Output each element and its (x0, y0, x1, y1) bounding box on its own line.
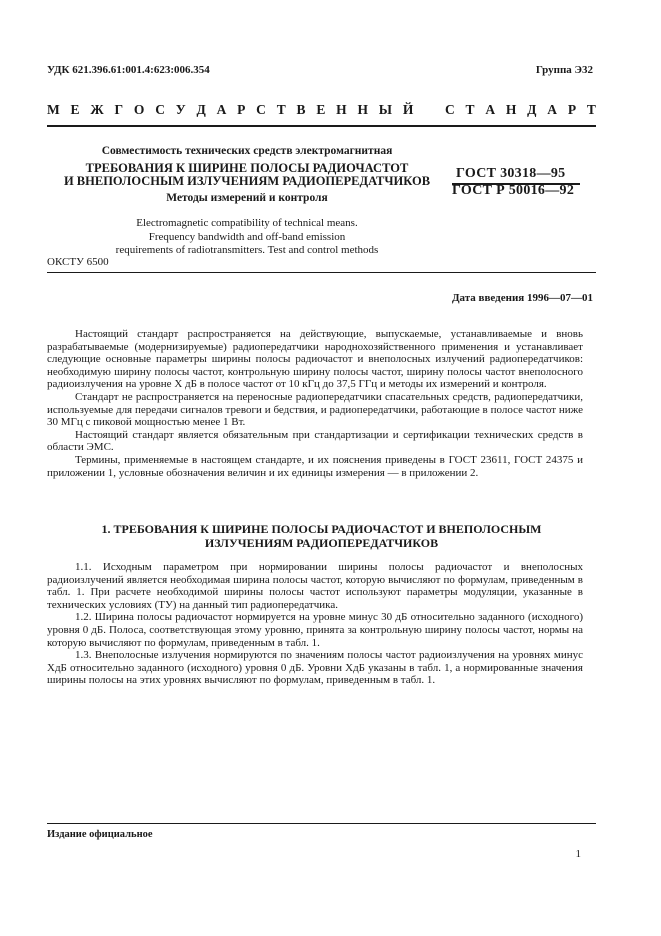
heading-letter: С (256, 102, 266, 117)
udk-code: УДК 621.396.61:001.4:623:006.354 (47, 64, 210, 76)
english-line: Frequency bandwidth and off-band emission (148, 230, 346, 243)
heading-letter: У (175, 102, 186, 117)
footer-divider (47, 823, 596, 824)
title-line: ТРЕБОВАНИЯ К ШИРИНЕ ПОЛОСЫ РАДИОЧАСТОТ (85, 161, 409, 175)
heading-letter: Е (70, 102, 80, 117)
heading-letter: Е (316, 102, 326, 117)
heading-letter: Р (237, 102, 246, 117)
header-divider (47, 125, 596, 127)
heading-letter: Ж (90, 102, 104, 117)
document-methods: Методы измерений и контроля (166, 192, 328, 204)
heading-letter: А (485, 102, 496, 117)
heading-letter: Т (276, 102, 286, 117)
heading-letter: Т (465, 102, 475, 117)
paragraph: Настоящий стандарт является обязательным при стандартизации и сертификации технических средств в области ЭМС. (47, 428, 583, 454)
introduction-date: Дата введения 1996—07—01 (451, 292, 593, 304)
heading-letter: Н (505, 102, 517, 117)
paragraph: Термины, применяемые в настоящем стандарте, и их пояснения приведены в ГОСТ 23611, ГОСТ 24375 и приложении 1, условные обозначения величин и их единицы измерения — в приложении 2. (47, 453, 583, 479)
paragraph: 1.2. Ширина полосы радиочастот нормируется на уровне минус 30 дБ относительно заданного (исходного) уровня 0 дБ. Полоса, соответствующая этому уровню, принята за контрольную ширину полосы частот, нормы на которую вычисляют по формулам, приведенным в табл. 1. (47, 611, 583, 649)
title-divider (47, 272, 596, 273)
section-title-line: ИЗЛУЧЕНИЯМ РАДИОПЕРЕДАТЧИКОВ (204, 536, 439, 550)
document-title (47, 162, 447, 188)
heading-letter: В (296, 102, 306, 117)
heading-letter: Г (114, 102, 124, 117)
heading-letter: А (547, 102, 558, 117)
section-title-line: 1. ТРЕБОВАНИЯ К ШИРИНЕ ПОЛОСЫ РАДИОЧАСТОТ И ВНЕПОЛОСНЫМ (101, 522, 542, 536)
section-1-text (47, 561, 583, 687)
heading-letter: Ы (378, 102, 393, 117)
paragraph: 1.1. Исходным параметром при нормировании ширины полосы радиочастот и внеполосных радиоизлучений является необходимая ширина полосы частот, которую вычисляют по формулам, приведенным в табл. 1. При расчете необходимой ширины полосы частот используют параметры модуляции, указанные в технических условиях (ТУ) на данный тип радиопередатчика. (47, 561, 583, 611)
title-line: И ВНЕПОЛОСНЫМ ИЗЛУЧЕНИЯМ РАДИОПЕРЕДАТЧИКОВ (63, 174, 431, 188)
gost-r-number: ГОСТ Р 50016—92 (452, 183, 575, 198)
interstate-standard-heading (47, 102, 596, 118)
heading-letter: Н (357, 102, 368, 117)
heading-letter: А (216, 102, 227, 117)
english-line: requirements of radiotransmitters. Test and control methods (115, 244, 379, 256)
paragraph: 1.3. Внеполосные излучения нормируются по значениям полосы частот радиоизлучения на уровнях минус XдБ относительно заданного (исходного) уровня 0 дБ. Уровни XдБ указаны в табл. 1, а нормированные значения ширины полосы на этих уровнях вычисляют по формулам, приведенным в табл. 1. (47, 649, 583, 687)
heading-letter: Н (336, 102, 347, 117)
paragraph: Настоящий стандарт распространяется на действующие, выпускаемые, устанавливаемые и вновь разрабатываемые (модернизируемые) радиопередатчики народнохозяйственного применения и устанавливает следующие основные параметры ширины полосы радиочастот и внеполосных излучений радиопередатчиков: необходимую ширину полосы частот, контрольную ширину полосы частот, ширину полосы частот внеполосного радиоизлучения на уровне X дБ в полосе частот от 10 кГц до 37,5 ГГц и методы их измерений и контроля. (47, 328, 583, 391)
heading-letter: С (155, 102, 165, 117)
intro-text (47, 328, 583, 479)
english-title (47, 217, 447, 258)
heading-letter: Й (402, 102, 414, 117)
heading-letter: Д (196, 102, 206, 117)
section-1-title (47, 522, 596, 550)
official-edition-label: Издание официальное (47, 829, 153, 840)
english-line: Electromagnetic compatibility of technical means. (136, 217, 358, 229)
heading-letter: С (444, 102, 455, 117)
heading-letter: Р (567, 102, 577, 117)
heading-letter: Д (527, 102, 537, 117)
document-subtitle: Совместимость технических средств электромагнитная (101, 145, 393, 157)
paragraph: Стандарт не распространяется на переносные радиопередатчики спасательных средств, радиопередатчики, используемые для передачи сигналов тревоги и бедствия, и радиопередатчики, работающие в полосе частот ниже 30 МГц с пиковой мощностью менее 1 Вт. (47, 390, 583, 429)
group-code: Группа Э32 (535, 64, 593, 76)
gost-number: ГОСТ 30318—95 (456, 166, 566, 181)
oksty-code: ОКСТУ 6500 (47, 256, 109, 268)
page-number: 1 (575, 848, 581, 860)
heading-letter: Т (586, 102, 596, 117)
heading-letter: О (133, 102, 145, 117)
heading-letter: М (47, 102, 60, 117)
